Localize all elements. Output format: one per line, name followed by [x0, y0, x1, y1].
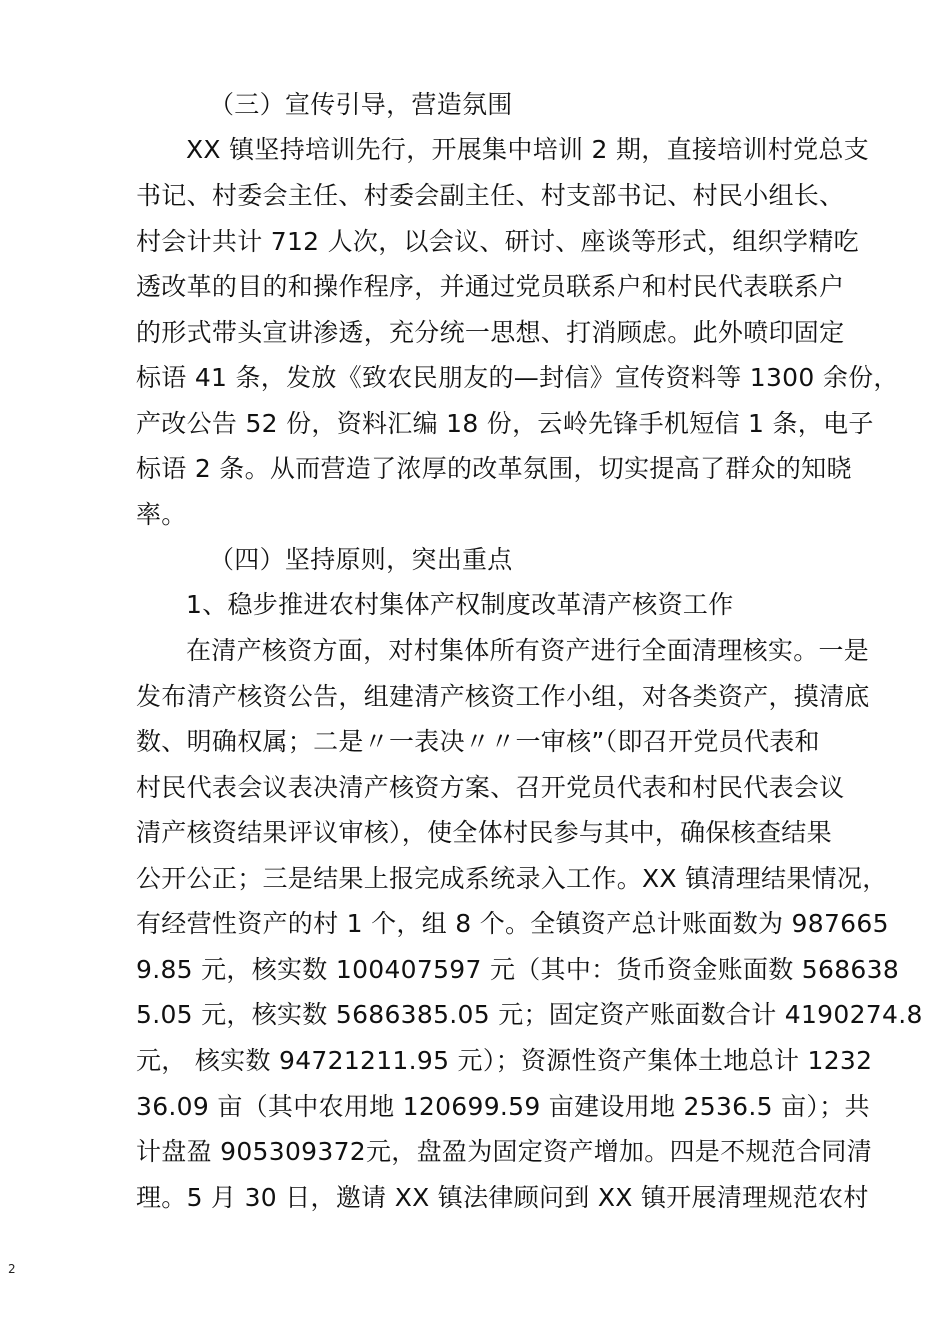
paragraph-line: 标语 2 条。从而营造了浓厚的改革氛围，切实提高了群众的知晓 [136, 454, 852, 483]
paragraph-line: 在清产核资方面，对村集体所有资产进行全面清理核实。一是 [186, 636, 870, 665]
paragraph-line: 书记、村委会主任、村委会副主任、村支部书记、村民小组长、 [136, 181, 845, 210]
paragraph-line: 元， 核实数 94721211.95 元）；资源性资产集体土地总计 1232 [136, 1046, 873, 1075]
paragraph-line: 标语 41 条，发放《致农民朋友的—封信》宣传资料等 1300 余份， [136, 363, 899, 392]
paragraph-line: 计盘盈 905309372元，盘盈为固定资产增加。四是不规范合同清 [136, 1137, 873, 1166]
paragraph-line: XX 镇坚持培训先行，开展集中培训 2 期，直接培训村党总支 [186, 135, 870, 164]
section-heading-4: （四）坚持原则，突出重点 [209, 545, 513, 574]
paragraph-line: 5.05 元，核实数 5686385.05 元；固定资产账面数合计 4190274.8 [136, 1000, 923, 1029]
paragraph-line: 村会计共计 712 人次，以会议、研讨、座谈等形式，组织学精吃 [136, 227, 859, 256]
paragraph-line: 清产核资结果评议审核），使全体村民参与其中，确保核查结果 [136, 818, 832, 847]
subsection-heading: 1、稳步推进农村集体产权制度改革清产核资工作 [186, 590, 734, 619]
paragraph-line: 公开公正；三是结果上报完成系统录入工作。XX 镇清理结果情况， [136, 864, 888, 893]
paragraph-line: 透改革的目的和操作程序，并通过党员联系户和村民代表联系户 [136, 272, 845, 301]
paragraph-line: 有经营性资产的村 1 个，组 8 个。全镇资产总计账面数为 987665 [136, 909, 889, 938]
paragraph-line: 产改公告 52 份，资料汇编 18 份，云岭先锋手机短信 1 条，电子 [136, 409, 874, 438]
paragraph-line: 村民代表会议表决清产核资方案、召开党员代表和村民代表会议 [136, 773, 845, 802]
page-number: 2 [8, 1262, 16, 1276]
paragraph-line: 的形式带头宣讲渗透，充分统一思想、打消顾虑。此外喷印固定 [136, 318, 845, 347]
section-heading-3: （三）宣传引导，营造氛围 [209, 90, 513, 119]
paragraph-line: 36.09 亩（其中农用地 120699.59 亩建设用地 2536.5 亩）；共 [136, 1092, 870, 1121]
paragraph-line: 率。 [136, 500, 187, 529]
paragraph-line: 理。5 月 30 日，邀请 XX 镇法律顾问到 XX 镇开展清理规范农村 [136, 1183, 869, 1212]
paragraph-line: 9.85 元，核实数 100407597 元（其中：货币资金账面数 568638 [136, 955, 900, 984]
paragraph-line: 数、明确权属；二是〃一表决〃〃一审核”（即召开党员代表和 [136, 727, 820, 756]
paragraph-line: 发布清产核资公告，组建清产核资工作小组，对各类资产，摸清底 [136, 682, 870, 711]
